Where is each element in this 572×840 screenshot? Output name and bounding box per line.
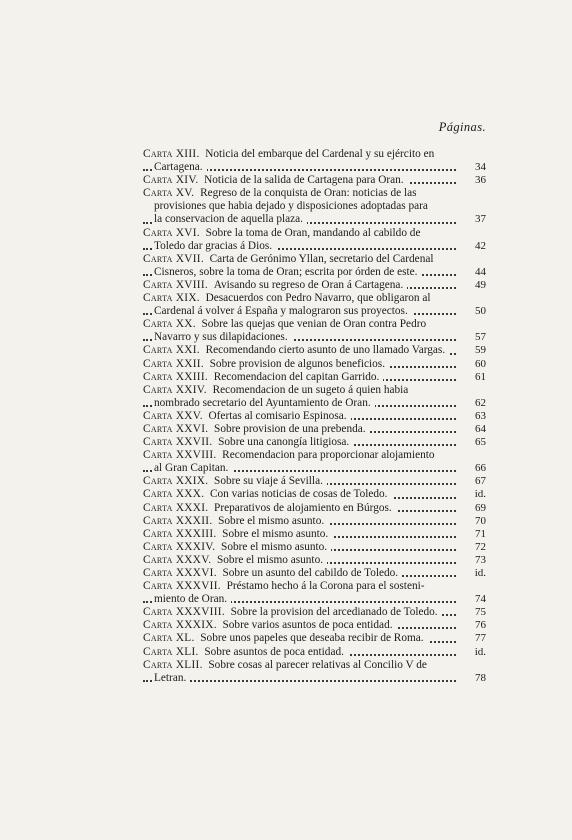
toc-entry-line (143, 371, 486, 384)
toc-entry-line (143, 619, 486, 632)
page-number: 42 (475, 239, 486, 252)
toc-entry-line (143, 436, 486, 449)
entry-text: provisiones que habia dejado y disposiciones adoptadas para (154, 200, 428, 213)
toc-entry-line (143, 580, 486, 593)
letter-label: Carta XXV. (143, 409, 203, 422)
toc-entry (143, 358, 486, 371)
page-number: 65 (475, 436, 486, 449)
toc-entry-line (143, 331, 486, 344)
toc-entry-line (143, 187, 486, 200)
entry-text: Preparativos de alojamiento en Búrgos. (214, 501, 392, 514)
toc-entry-line (143, 659, 486, 672)
toc-entry-line (143, 213, 486, 226)
letter-label: Carta XIV. (143, 174, 199, 187)
letter-label: Carta XXVI. (143, 422, 209, 435)
toc-entry (143, 318, 486, 344)
letter-label: Carta XXIII. (143, 370, 209, 383)
entry-text: Sobre una canongía litigiosa. (218, 436, 350, 449)
toc-entry (143, 449, 486, 475)
page-number: 75 (475, 606, 486, 619)
entry-text: Sobre el mismo asunto. (222, 527, 329, 540)
toc-entry-line (143, 305, 486, 318)
entry-text: Sobre varios asuntos de poca entidad. (222, 619, 393, 632)
entry-text: Recomendando cierto asunto de uno llamado Vargas. (205, 344, 446, 357)
letter-label: Carta XXXI. (143, 501, 209, 514)
toc-entry (143, 423, 486, 436)
entry-text: Sobre las quejas que venian de Oran contra Pedro (201, 318, 427, 331)
toc-entry-line (143, 318, 486, 331)
toc-entry-line (143, 632, 486, 645)
toc-entry-line (143, 554, 486, 567)
toc-entry (143, 436, 486, 449)
toc-entry (143, 148, 486, 174)
letter-label: Carta XV. (143, 187, 195, 200)
page-number: 59 (475, 344, 486, 357)
toc-entry-line (143, 174, 486, 187)
page-number: 66 (475, 462, 486, 475)
entry-text: Noticia de la salida de Cartagena para Oran. (204, 174, 404, 187)
toc-entry (143, 554, 486, 567)
toc-entry (143, 659, 486, 685)
entry-text: Recomendacion del capitan Garrido. (213, 370, 380, 383)
toc-entry-line (143, 567, 486, 580)
entry-text: Toledo dar gracias á Dios. (154, 239, 273, 252)
entry-text: Carta de Gerónimo Yllan, secretario del Cardenal (209, 252, 434, 265)
toc-entry-line (143, 266, 486, 279)
page-number: 36 (475, 174, 486, 187)
entry-text: Avisando su regreso de Oran á Cartagena. (213, 278, 404, 291)
entry-text: Ofertas al comisario Espinosa. (208, 409, 347, 422)
toc-entry-line (143, 200, 486, 213)
toc-entry-line (143, 606, 486, 619)
toc-entry-line (143, 161, 486, 174)
toc-entry-line (143, 240, 486, 253)
letter-label: Carta XXVII. (143, 436, 213, 449)
toc-entry-line (143, 410, 486, 423)
page-number: 49 (475, 278, 486, 291)
entry-text: Cardenal á volver á España y malograron sus proyectos. (154, 305, 408, 318)
entry-text: Cartagena. (154, 161, 203, 174)
entry-text: Con varias noticias de cosas de Toledo. (209, 488, 388, 501)
toc-entry-line (143, 488, 486, 501)
page-number: 64 (475, 422, 486, 435)
toc-entry-line (143, 593, 486, 606)
entry-text: Regreso de la conquista de Oran: noticias de las (200, 187, 417, 200)
toc-entry-line (143, 423, 486, 436)
letter-label: Carta XVI. (143, 226, 200, 239)
toc-entry-line (143, 646, 486, 659)
toc-entry-line (143, 449, 486, 462)
letter-label: Carta XLI. (143, 645, 199, 658)
toc-entry-line (143, 148, 486, 161)
toc-entry (143, 515, 486, 528)
entry-text: Letran. (154, 671, 187, 684)
letter-label: Carta XIII. (143, 148, 200, 160)
entry-text: Sobre cosas al parecer relativas al Concilio V de (208, 658, 427, 671)
entry-text: Préstamo hecho á la Corona para el sosteni- (226, 580, 425, 593)
toc-entry (143, 646, 486, 659)
toc-entry (143, 528, 486, 541)
entry-text: Sobre su viaje á Sevilla. (214, 475, 323, 488)
letter-label: Carta XXXIV. (143, 540, 216, 553)
letter-label: Carta XIX. (143, 292, 200, 305)
letter-label: Carta XL. (143, 632, 195, 645)
letter-label: Carta XXXVII. (143, 580, 221, 593)
page-number: id. (474, 488, 486, 501)
letter-label: Carta XX. (143, 318, 196, 331)
toc-entry-line (143, 502, 486, 515)
toc-entry (143, 619, 486, 632)
toc-entry-line (143, 475, 486, 488)
entry-text: Noticia del embarque del Cardenal y su ejército en (205, 148, 435, 160)
page-number: 63 (475, 409, 486, 422)
page-number: 60 (475, 357, 486, 370)
page-number: 71 (475, 527, 486, 540)
toc-entry (143, 253, 486, 279)
page-number: 62 (475, 396, 486, 409)
toc-entry-line (143, 672, 486, 685)
page-number: 69 (475, 501, 486, 514)
entry-text: Sobre provision de una prebenda. (214, 422, 366, 435)
entry-text: Sobre el mismo asunto. (216, 553, 324, 566)
entry-text: Sobre unos papeles que deseaba recibir de Roma. (200, 632, 424, 645)
page-number: 70 (475, 514, 486, 527)
toc-entry-line (143, 462, 486, 475)
entry-text: miento de Oran. (154, 593, 228, 606)
letter-label: Carta XXXVI. (143, 567, 217, 579)
toc-entry (143, 580, 486, 606)
page-number: 76 (475, 619, 486, 632)
toc-entry (143, 174, 486, 187)
entry-text: Sobre la toma de Oran, mandando al cabildo de (205, 226, 421, 239)
toc-entry (143, 227, 486, 253)
letter-label: Carta XLII. (143, 658, 203, 671)
toc-entry (143, 567, 486, 580)
letter-label: Carta XXI. (143, 344, 200, 357)
toc-entry-line (143, 528, 486, 541)
toc-entry-line (143, 397, 486, 410)
page-number: 77 (475, 632, 486, 645)
entry-text: Desacuerdos con Pedro Navarro, que obligaron al (205, 292, 431, 305)
letter-label: Carta XXXV. (143, 553, 212, 566)
toc-entry-line (143, 344, 486, 357)
entry-text: Recomendacion para proporcionar alojamiento (222, 449, 435, 462)
letter-label: Carta XVIII. (143, 278, 209, 291)
letter-label: Carta XXXIX. (143, 619, 217, 632)
toc-entry (143, 502, 486, 515)
table-of-contents (143, 148, 486, 685)
toc-entry (143, 344, 486, 357)
toc-entry-line (143, 227, 486, 240)
toc-entry (143, 292, 486, 318)
entry-text: al Gran Capitan. (154, 462, 229, 475)
page-header: Páginas. (438, 120, 486, 134)
toc-entry (143, 187, 486, 226)
letter-label: Carta XXIV. (143, 383, 207, 396)
entry-text: Recomendacion de un sugeto á quien habia (212, 383, 409, 396)
page-number: 73 (475, 553, 486, 566)
toc-entry (143, 384, 486, 410)
page-number: 67 (475, 475, 486, 488)
letter-label: Carta XXX. (143, 488, 205, 501)
toc-entry (143, 279, 486, 292)
letter-label: Carta XXIX. (143, 475, 209, 488)
page-number: id. (474, 567, 486, 579)
toc-entry (143, 410, 486, 423)
toc-entry (143, 541, 486, 554)
entry-text: Cisneros, sobre la toma de Oran; escrita por órden de este. (154, 265, 418, 278)
toc-entry-line (143, 358, 486, 371)
letter-label: Carta XXXVIII. (143, 606, 225, 619)
page-number: 37 (475, 213, 486, 226)
toc-entry-line (143, 253, 486, 266)
toc-entry (143, 488, 486, 501)
toc-entry (143, 632, 486, 645)
entry-text: Navarro y sus dilapidaciones. (154, 331, 288, 344)
page-number: 72 (475, 540, 486, 553)
letter-label: Carta XXVIII. (143, 449, 217, 462)
page-number: 74 (475, 593, 486, 606)
page-number: id. (474, 645, 486, 658)
entry-text: Sobre asuntos de poca entidad. (204, 645, 344, 658)
entry-text: Sobre la provision del arcedianado de Toledo. (230, 606, 438, 619)
letter-label: Carta XXII. (143, 357, 204, 370)
letter-label: Carta XXXIII. (143, 527, 217, 540)
entry-text: Sobre un asunto del cabildo de Toledo. (222, 567, 399, 579)
page-number: 61 (475, 370, 486, 383)
letter-label: Carta XXXII. (143, 514, 213, 527)
page-number: 34 (475, 161, 486, 174)
toc-entry-line (143, 292, 486, 305)
toc-entry-line (143, 384, 486, 397)
toc-entry (143, 606, 486, 619)
letter-label: Carta XVII. (143, 252, 204, 265)
entry-text: Sobre el mismo asunto. (218, 514, 325, 527)
page-number: 44 (475, 265, 486, 278)
page-number: 50 (475, 305, 486, 318)
toc-entry-line (143, 279, 486, 292)
toc-entry (143, 475, 486, 488)
entry-text: nombrado secretario del Ayuntamiento de Oran. (154, 396, 371, 409)
entry-text: Sobre el mismo asunto. (221, 540, 328, 553)
entry-text: Sobre provision de algunos beneficios. (209, 357, 386, 370)
toc-entry-line (143, 515, 486, 528)
toc-entry-line (143, 541, 486, 554)
toc-entry (143, 371, 486, 384)
entry-text: la conservacion de aquella plaza. (154, 213, 303, 226)
page-number: 57 (475, 331, 486, 344)
page-number: 78 (475, 671, 486, 684)
